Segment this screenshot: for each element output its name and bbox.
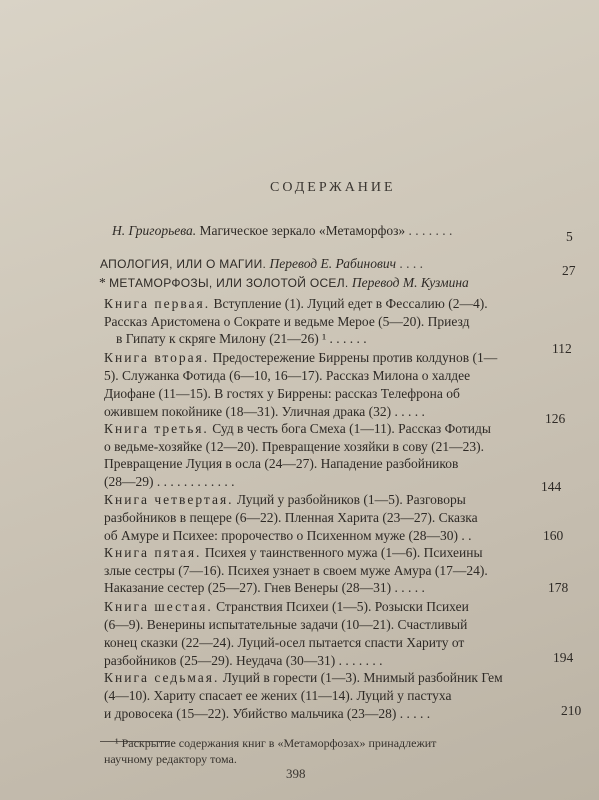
book-line: Книга четвертая. Луций у разбойников (1—5). Разговоры	[104, 492, 466, 507]
book-line: Книга пятая. Психея у таинственного мужа (1—6). Психеины	[104, 545, 483, 560]
book-line: об Амуре и Психее: пророчество о Психенном муже (28—30) . .	[104, 528, 472, 543]
book-line: конец сказки (22—24). Луций-осел пытается спасти Хариту от	[104, 635, 465, 650]
book-page-number: 210	[561, 703, 582, 718]
toc-entry-introduction[interactable]	[112, 223, 452, 239]
book-line: и дровосека (15—22). Убийство мальчика (23—28) . . . . .	[104, 706, 431, 721]
book-page-number: 194	[553, 650, 574, 665]
book-page-number: 112	[552, 341, 572, 356]
book-line: злые сестры (7—16). Психея узнает в своем муже Амура (17—24).	[104, 563, 488, 578]
book-line: Книга вторая. Предостережение Биррены против колдунов (1—	[104, 350, 498, 365]
book-line: разбойников (25—29). Неудача (30—31) . . . . . . .	[104, 653, 383, 668]
book-page-number: 178	[548, 580, 569, 595]
footnote-line: ¹ Раскрытие содержания книг в «Метаморфозах» принадлежит	[115, 736, 437, 750]
book-line: в Гипату к скряге Милону (21—26) ¹ . . . . . .	[116, 331, 367, 346]
leader-dots: . . . .	[396, 256, 424, 271]
book-page-number: 160	[543, 528, 564, 543]
book-line: о ведьме-хозяйке (12—20). Превращение хозяйки в сову (21—23).	[104, 439, 484, 454]
contents-heading: СОДЕРЖАНИЕ	[270, 180, 396, 195]
entry-translator: Перевод М. Кузмина	[351, 275, 469, 290]
book-line: (4—10). Хариту спасает ее жених (11—14). Луций у пастуха	[104, 688, 452, 703]
leader-dots: . . . . . . .	[405, 223, 453, 238]
book-line: Книга третья. Суд в честь бога Смеха (1—11). Рассказ Фотиды	[104, 421, 491, 436]
book-line: Рассказ Аристомена о Сократе и ведьме Мерое (5—20). Приезд	[104, 314, 470, 329]
entry-title: МЕТАМОРФОЗЫ, ИЛИ ЗОЛОТОЙ ОСЕЛ.	[109, 276, 349, 290]
book-line: (6—9). Венерины испытательные задачи (10—21). Счастливый	[104, 617, 468, 632]
book-line: Книга шестая. Странствия Психеи (1—5). Розыски Психеи	[104, 599, 469, 614]
entry-page-number: 27	[562, 263, 576, 278]
entry-title: АПОЛОГИЯ, ИЛИ О МАГИИ.	[100, 257, 267, 271]
book-page-number: 144	[541, 479, 562, 494]
book-line: Диофане (11—15). В гостях у Биррены: рассказ Телефрона об	[104, 386, 460, 401]
book-page-number: 126	[545, 411, 566, 426]
book-line: Книга седьмая. Луций в горести (1—3). Мнимый разбойник Гем	[104, 670, 503, 685]
book-line: 5). Служанка Фотида (6—10, 16—17). Рассказ Милона о халдее	[104, 368, 471, 383]
entry-title: Магическое зеркало «Метаморфоз»	[199, 223, 406, 238]
entry-page-number: 5	[566, 229, 573, 244]
book-line: Книга первая. Вступление (1). Луций едет в Фессалию (2—4).	[104, 296, 488, 311]
toc-entry-apology[interactable]	[100, 256, 423, 272]
toc-entry-metamorphoses[interactable]	[99, 275, 469, 291]
book-line: Превращение Луция в осла (24—27). Нападение разбойников	[104, 456, 459, 471]
entry-author: Н. Григорьева.	[112, 223, 197, 238]
book-line: ожившем покойнике (18—31). Уличная драка (32) . . . . .	[104, 404, 425, 419]
entry-translator: Перевод Е. Рабинович	[269, 256, 397, 271]
book-line: разбойников в пещере (6—22). Пленная Харита (23—27). Сказка	[104, 510, 478, 525]
footnote-star: *	[99, 275, 110, 290]
footnote-line: научному редактору тома.	[104, 752, 237, 766]
book-line: (28—29) . . . . . . . . . . . .	[104, 474, 235, 489]
book-line: Наказание сестер (25—27). Гнев Венеры (28—31) . . . . .	[104, 580, 425, 595]
page-number: 398	[286, 766, 306, 781]
